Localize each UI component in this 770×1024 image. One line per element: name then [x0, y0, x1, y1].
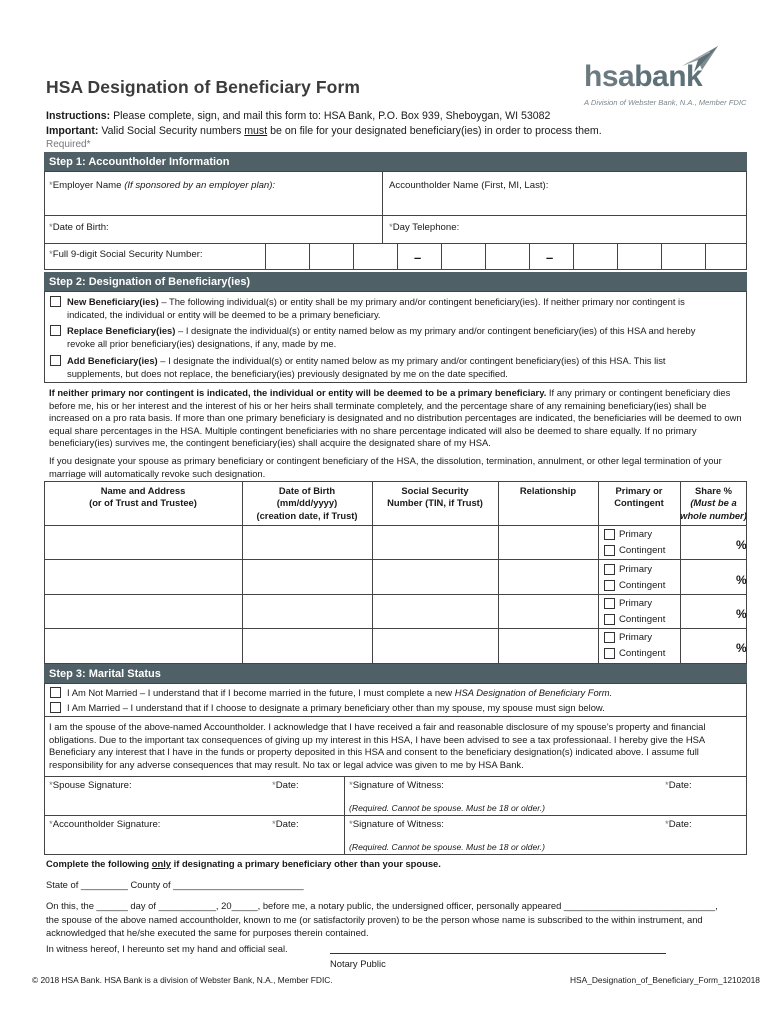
contingent-label: Contingent — [619, 614, 666, 625]
notary-heading: Complete the following only if designating a primary beneficiary other than your spouse. — [46, 858, 441, 869]
logo-wordmark: hsabank — [584, 60, 703, 93]
employer-name-field[interactable]: *Employer Name (If sponsored by an employer plan): — [49, 180, 276, 191]
new-beneficiary-checkbox[interactable] — [50, 296, 61, 307]
beneficiary-rules-text: If neither primary nor contingent is indicated, the individual or entity will be deemed to be a primary beneficiary. If any primary or contingent beneficiary dies before me, his or her interest and the interest of his or her heirs shall terminate completely, and the percentage share of any remaining beneficiary(ies) shall be increased on a pro rata basis. If more than one primary beneficiary is designated and no distribution percentages are indicated, the beneficiaries will be deemed to own equal share percentages in the HSA. Multiple contingent beneficiaries with no share percentage indicated will also be deemed to share equally. If no primary beneficiary(ies) survives me, the contingent beneficiary(ies) shall acquire the designated share of my HSA. — [49, 387, 742, 449]
hsa-bank-logo — [580, 44, 747, 114]
contingent-label: Contingent — [619, 580, 666, 591]
add-beneficiary-text: Add Beneficiary(ies) – I designate the individual(s) or entity named below as my primary and/or contingent beneficiary(ies) of this HSA. This list supplements, but does not replace, the beneficiary(ies) previously designated by me on the date specified. — [67, 355, 666, 379]
witness-date-field-2[interactable]: *Date: — [665, 819, 692, 830]
contingent-checkbox[interactable] — [604, 648, 615, 659]
col-relationship: Relationship — [519, 485, 577, 496]
spouse-signature-field[interactable]: *Spouse Signature: — [49, 780, 132, 791]
step1-header: Step 1: Accountholder Information — [44, 152, 747, 171]
primary-checkbox[interactable] — [604, 564, 615, 575]
witness-date-field-1[interactable]: *Date: — [665, 780, 692, 791]
add-beneficiary-checkbox[interactable] — [50, 355, 61, 366]
replace-beneficiary-text: Replace Beneficiary(ies) – I designate the individual(s) or entity named below as my primary and/or contingent beneficiary(ies) of this HSA and hereby revoke all prior beneficiary(ies) designations, if any, made by me. — [67, 325, 696, 349]
col-primary-contingent: Primary or Contingent — [614, 485, 664, 509]
share-percent-sign: % — [736, 641, 747, 655]
witness-note-1: (Required. Cannot be spouse. Must be 18 or older.) — [349, 803, 546, 813]
primary-checkbox[interactable] — [604, 632, 615, 643]
form-title: HSA Designation of Beneficiary Form — [46, 77, 361, 97]
contingent-checkbox[interactable] — [604, 545, 615, 556]
col-date-of-birth: Date of Birth (mm/dd/yyyy) (creation date, if Trust) — [256, 485, 358, 521]
footer-form-id: HSA_Designation_of_Beneficiary_Form_12102018 — [570, 975, 760, 985]
spouse-consent-text: I am the spouse of the above-named Accountholder. I acknowledge that I have received a fair and reasonable disclosure of my spouse’s property and financial obligations. Due to the important tax consequences of giving up my interest in this HSA, I have been advised to see a tax professionaal. I hereby give the HSA Beneficiary any interest that I have in the funds or property deposited in this HSA and consent to the beneficiary designation(s) indicated above. I assume full responsibility for any adverse consequences that may result. No tax or legal advice was given to me by HSA Bank. — [49, 721, 706, 770]
accountholder-signature-date-field[interactable]: *Date: — [272, 819, 299, 830]
witness-signature-field-2[interactable]: *Signature of Witness: — [349, 819, 444, 830]
ssn-field-label: *Full 9-digit Social Security Number: — [49, 249, 203, 260]
replace-beneficiary-checkbox[interactable] — [50, 325, 61, 336]
col-name-address: Name and Address (or of Trust and Trustee) — [89, 485, 197, 509]
married-text: I Am Married – I understand that if I choose to designate a primary beneficiary other than my spouse, my spouse must sign below. — [67, 702, 605, 713]
primary-label: Primary — [619, 632, 653, 643]
step2-header: Step 2: Designation of Beneficiary(ies) — [44, 272, 747, 291]
step3-header: Step 3: Marital Status — [44, 664, 747, 683]
footer-copyright: © 2018 HSA Bank. HSA Bank is a division of Webster Bank, N.A., Member FDIC. — [32, 975, 333, 985]
not-married-checkbox[interactable] — [50, 687, 61, 698]
logo-subtitle: A Division of Webster Bank, N.A., Member FDIC — [584, 98, 747, 107]
primary-checkbox[interactable] — [604, 529, 615, 540]
not-married-text: I Am Not Married – I understand that if I become married in the future, I must complete a new HSA Designation of Beneficiary Form. — [67, 687, 613, 698]
contingent-label: Contingent — [619, 545, 666, 556]
day-telephone-field[interactable]: *Day Telephone: — [389, 222, 460, 233]
important-note: Important: Valid Social Security numbers must be on file for your designated beneficiary(ies) in order to process them. — [46, 125, 602, 137]
witness-note-2: (Required. Cannot be spouse. Must be 18 or older.) — [349, 842, 546, 852]
notary-ack-line: acknowledged that he/she executed the same for purposes therein contained. — [46, 927, 369, 938]
witness-signature-field-1[interactable]: *Signature of Witness: — [349, 780, 444, 791]
notary-spouse-line: the spouse of the above named accountholder, known to me (or satisfactorily proven) to be the person whose name is subscribed to the within instrument, and — [46, 914, 703, 925]
instructions: Instructions: Please complete, sign, and mail this form to: HSA Bank, P.O. Box 939, Sheboygan, WI 53082 — [46, 110, 551, 122]
col-ssn: Social Security Number (TIN, if Trust) — [387, 485, 483, 509]
primary-label: Primary — [619, 598, 653, 609]
contingent-checkbox[interactable] — [604, 580, 615, 591]
accountholder-signature-field[interactable]: *Accountholder Signature: — [49, 819, 161, 830]
col-share-percent: Share % (Must be a whole number) — [680, 485, 747, 521]
primary-label: Primary — [619, 564, 653, 575]
spouse-signature-date-field[interactable]: *Date: — [272, 780, 299, 791]
share-percent-sign: % — [736, 607, 747, 621]
notary-witness-line: In witness hereof, I hereunto set my hand and official seal. — [46, 943, 288, 954]
accountholder-name-field[interactable]: Accountholder Name (First, MI, Last): — [389, 180, 549, 191]
notary-public-label: Notary Public — [330, 958, 386, 969]
new-beneficiary-text: New Beneficiary(ies) – The following individual(s) or entity shall be my primary and/or contingent beneficiary(ies). If neither primary nor contingent is indicated, the individual or entity will be deemed to be a primary beneficiary. — [67, 296, 685, 320]
contingent-label: Contingent — [619, 648, 666, 659]
primary-checkbox[interactable] — [604, 598, 615, 609]
spouse-revocation-text: If you designate your spouse as primary beneficiary or contingent beneficiary of the HSA, the dissolution, termination, annulment, or other legal termination of your marriage will automatically revoke such designation. — [49, 455, 722, 479]
share-percent-sign: % — [736, 538, 747, 552]
notary-state-county[interactable]: State of _________ County of _________________________ — [46, 879, 304, 890]
required-note: Required* — [46, 139, 91, 150]
primary-label: Primary — [619, 529, 653, 540]
married-checkbox[interactable] — [50, 702, 61, 713]
ssn-dash-2: – — [546, 250, 554, 265]
ssn-dash-1: – — [414, 250, 422, 265]
notary-signature-line[interactable] — [330, 953, 666, 954]
notary-on-this[interactable]: On this, the ______ day of ___________, 20_____, before me, a notary public, the undersigned officer, personally appeared _____________________________, — [46, 900, 718, 911]
contingent-checkbox[interactable] — [604, 614, 615, 625]
date-of-birth-field[interactable]: *Date of Birth: — [49, 222, 109, 233]
share-percent-sign: % — [736, 573, 747, 587]
